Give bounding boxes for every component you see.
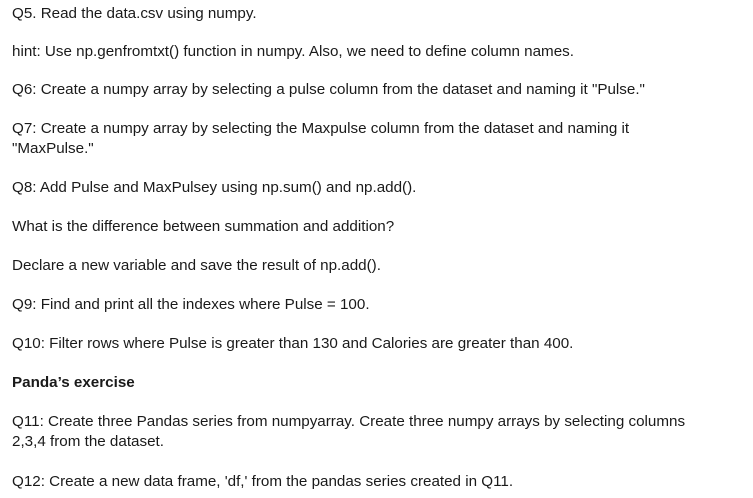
section-heading-pandas: Panda’s exercise	[12, 374, 135, 391]
question-q8-declare: Declare a new variable and save the result of np.add().	[12, 257, 381, 274]
question-q11-continued: 2,3,4 from the dataset.	[12, 433, 164, 450]
hint-text: hint: Use np.genfromtxt() function in numpy. Also, we need to define column names.	[12, 43, 574, 60]
question-q7-continued: "MaxPulse."	[12, 140, 94, 157]
question-q5: Q5. Read the data.csv using numpy.	[12, 5, 257, 22]
question-q12: Q12: Create a new data frame, 'df,' from the pandas series created in Q11.	[12, 473, 514, 490]
question-q8-difference: What is the difference between summation and addition?	[12, 218, 395, 235]
question-q6: Q6: Create a numpy array by selecting a pulse column from the dataset and naming it "Pulse."	[12, 81, 645, 98]
question-q9: Q9: Find and print all the indexes where Pulse = 100.	[12, 296, 370, 313]
question-q8: Q8: Add Pulse and MaxPulsey using np.sum() and np.add().	[12, 179, 417, 196]
question-q10: Q10: Filter rows where Pulse is greater than 130 and Calories are greater than 400.	[12, 335, 574, 352]
question-q7: Q7: Create a numpy array by selecting the Maxpulse column from the dataset and naming it	[12, 120, 630, 137]
question-q11: Q11: Create three Pandas series from numpyarray. Create three numpy arrays by selecting columns	[12, 413, 686, 430]
